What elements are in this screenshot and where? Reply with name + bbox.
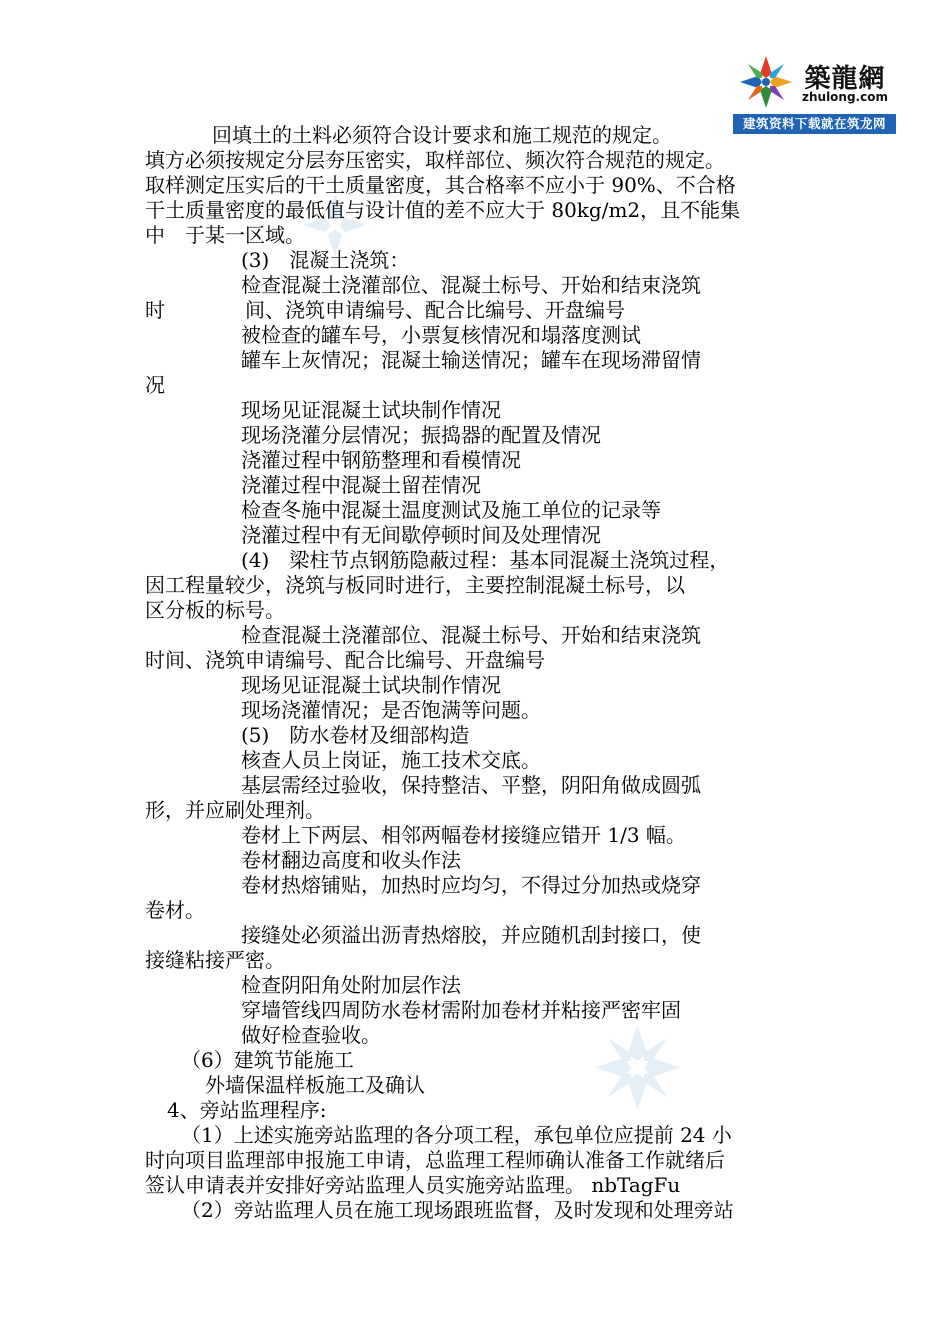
zhulong-logo[interactable] xyxy=(733,50,896,134)
text-line: 卷材上下两层、相邻两幅卷材接缝应错开 1/3 幅。 xyxy=(241,823,686,847)
text-line: 因工程量较少，浇筑与板同时进行，主要控制混凝土标号，以 xyxy=(145,573,685,597)
text-line: 检查混凝土浇灌部位、混凝土标号、开始和结束浇筑 xyxy=(241,623,701,647)
text-line: 取样测定压实后的干土质量密度，其合格率不应小于 90%、不合格 xyxy=(145,173,736,197)
text-line: 时 间、浇筑申请编号、配合比编号、开盘编号 xyxy=(145,298,625,322)
text-line: 检查阴阳角处附加层作法 xyxy=(241,973,461,997)
text-line: 浇灌过程中混凝土留茬情况 xyxy=(241,473,481,497)
watermark-snowflake-icon xyxy=(590,1020,685,1115)
text-line: （1）上述实施旁站监理的各分项工程，承包单位应提前 24 小 xyxy=(181,1123,732,1147)
text-line: 卷材热熔铺贴，加热时应均匀，不得过分加热或烧穿 xyxy=(241,873,701,897)
text-line: 况 xyxy=(145,373,165,397)
text-line: 填方必须按规定分层夯压密实，取样部位、频次符合规范的规定。 xyxy=(145,148,725,172)
section-heading: (3) 混凝土浇筑： xyxy=(241,248,410,272)
text-line: 时向项目监理部申报施工申请，总监理工程师确认准备工作就绪后 xyxy=(145,1148,725,1172)
text-line: 签认申请表并安排好旁站监理人员实施旁站监理。 nbTagFu xyxy=(145,1173,681,1197)
text-line: 卷材。 xyxy=(145,898,205,922)
snowflake-logo-icon xyxy=(737,53,795,111)
logo-banner: 建筑资料下载就在筑龙网 xyxy=(733,114,896,134)
text-line: 回填土的土料必须符合设计要求和施工规范的规定。 xyxy=(212,123,672,147)
section-heading: (5) 防水卷材及细部构造 xyxy=(241,723,470,747)
text-line: 检查混凝土浇灌部位、混凝土标号、开始和结束浇筑 xyxy=(241,273,701,297)
text-line: 现场见证混凝土试块制作情况 xyxy=(241,673,501,697)
text-line: 区分板的标号。 xyxy=(145,598,285,622)
text-line: 被检查的罐车号，小票复核情况和塌落度测试 xyxy=(241,323,641,347)
text-line: 现场浇灌分层情况；振捣器的配置及情况 xyxy=(241,423,601,447)
text-line: 核查人员上岗证，施工技术交底。 xyxy=(241,748,541,772)
text-line: 接缝处必须溢出沥青热熔胶，并应随机刮封接口，使 xyxy=(241,923,701,947)
section-heading: 4、旁站监理程序: xyxy=(167,1098,327,1122)
text-line: 现场浇灌情况；是否饱满等问题。 xyxy=(241,698,541,722)
text-line: 接缝粘接严密。 xyxy=(145,948,285,972)
text-line: （2）旁站监理人员在施工现场跟班监督，及时发现和处理旁站 xyxy=(181,1198,734,1222)
text-line: 做好检查验收。 xyxy=(241,1023,381,1047)
section-heading: (4) 梁柱节点钢筋隐蔽过程：基本同混凝土浇筑过程， xyxy=(241,548,730,572)
text-line: 中 于某一区域。 xyxy=(145,223,305,247)
text-line: 检查冬施中混凝土温度测试及施工单位的记录等 xyxy=(241,498,661,522)
text-line: 穿墙管线四周防水卷材需附加卷材并粘接严密牢固 xyxy=(241,998,681,1022)
text-line: 时间、浇筑申请编号、配合比编号、开盘编号 xyxy=(145,648,545,672)
text-line: 罐车上灰情况；混凝土输送情况；罐车在现场滞留情 xyxy=(241,348,701,372)
logo-header xyxy=(733,50,896,112)
text-line: 浇灌过程中有无间歇停顿时间及处理情况 xyxy=(241,523,601,547)
text-line: 现场见证混凝土试块制作情况 xyxy=(241,398,501,422)
text-line: 干土质量密度的最低值与设计值的差不应大于 80kg/m2，且不能集 xyxy=(145,198,741,222)
logo-name: 築龍網 xyxy=(804,64,886,94)
text-line: 基层需经过验收，保持整洁、平整，阴阳角做成圆弧 xyxy=(241,773,701,797)
text-line: 浇灌过程中钢筋整理和看模情况 xyxy=(241,448,521,472)
text-line: 形，并应刷处理剂。 xyxy=(145,798,325,822)
section-heading: （6）建筑节能施工 xyxy=(181,1048,354,1072)
text-line: 外墙保温样板施工及确认 xyxy=(205,1073,425,1097)
text-line: 卷材翻边高度和收头作法 xyxy=(241,848,461,872)
logo-url[interactable]: zhulong.com xyxy=(802,90,888,104)
